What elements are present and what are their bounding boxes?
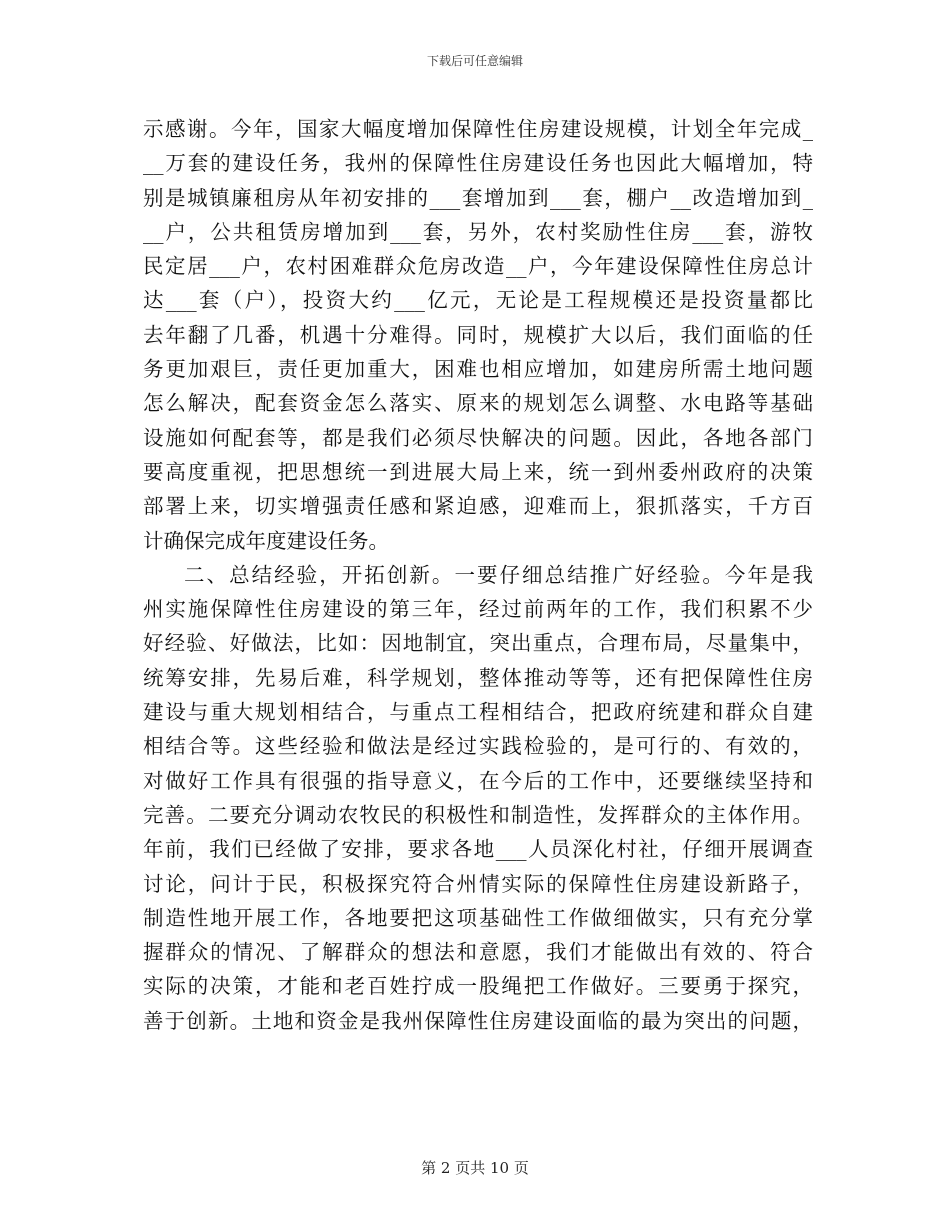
text-line: 设施如何配套等，都是我们必须尽快解决的问题。因此，各地各部门	[143, 425, 813, 450]
text-line: 相结合等。这些经验和做法是经过实践检验的，是可行的、有效的，	[143, 734, 813, 759]
text-line: 善于创新。土地和资金是我州保障性住房建设面临的最为突出的问题，	[143, 1008, 813, 1033]
text-line: 实际的决策，才能和老百姓拧成一股绳把工作做好。三要勇于探究，	[143, 974, 813, 999]
text-line: 要高度重视，把思想统一到进展大局上来，统一到州委州政府的决策	[143, 459, 813, 484]
text-line: 制造性地开展工作，各地要把这项基础性工作做细做实，只有充分掌	[143, 905, 813, 930]
text-line: 握群众的情况、了解群众的想法和意愿，我们才能做出有效的、符合	[143, 940, 813, 965]
text-line: 达___套（户），投资大约___亿元，无论是工程规模还是投资量都比	[143, 288, 813, 313]
paragraph-start-line: 二、总结经验，开拓创新。一要仔细总结推广好经验。今年是我	[184, 562, 813, 587]
document-body	[143, 112, 813, 1038]
text-line: 州实施保障性住房建设的第三年，经过前两年的工作，我们积累不少	[143, 597, 813, 622]
text-line: 示感谢。今年，国家大幅度增加保障性住房建设规模，计划全年完成_	[143, 117, 813, 141]
text-line: 去年翻了几番，机遇十分难得。同时，规模扩大以后，我们面临的任	[143, 322, 813, 347]
text-line: 统筹安排，先易后难，科学规划，整体推动等等，还有把保障性住房	[143, 665, 813, 690]
page-number-footer: 第 2 页共 10 页	[421, 1159, 529, 1177]
text-line: 讨论，问计于民，积极探究符合州情实际的保障性住房建设新路子，	[143, 871, 813, 896]
text-line: 完善。二要充分调动农牧民的积极性和制造性，发挥群众的主体作用。	[143, 802, 813, 827]
text-line: 怎么解决，配套资金怎么落实、原来的规划怎么调整、水电路等基础	[143, 391, 813, 416]
text-line: 别是城镇廉租房从年初安排的___套增加到___套，棚户__改造增加到_	[143, 185, 813, 210]
text-line: 计确保完成年度建设任务。	[143, 528, 389, 553]
text-line: 部署上来，切实增强责任感和紧迫感，迎难而上，狠抓落实，千方百	[143, 494, 813, 519]
text-line: __户，公共租赁房增加到___套，另外，农村奖励性住房___套，游牧	[143, 219, 813, 244]
text-line: 对做好工作具有很强的指导意义，在今后的工作中，还要继续坚持和	[143, 768, 813, 793]
text-line: 务更加艰巨，责任更加重大，困难也相应增加，如建房所需土地问题	[143, 357, 813, 382]
text-line: 建设与重大规划相结合，与重点工程相结合，把政府统建和群众自建	[143, 700, 813, 725]
text-line: 民定居___户，农村困难群众危房改造__户，今年建设保障性住房总计	[143, 254, 813, 279]
text-line: __万套的建设任务，我州的保障性住房建设任务也因此大幅增加，特	[143, 151, 813, 176]
page-header: 下载后可任意编辑	[426, 54, 523, 68]
text-line: 好经验、好做法，比如：因地制宜，突出重点，合理布局，尽量集中，	[143, 631, 813, 656]
text-line: 年前，我们已经做了安排，要求各地___人员深化村社，仔细开展调查	[143, 837, 813, 862]
